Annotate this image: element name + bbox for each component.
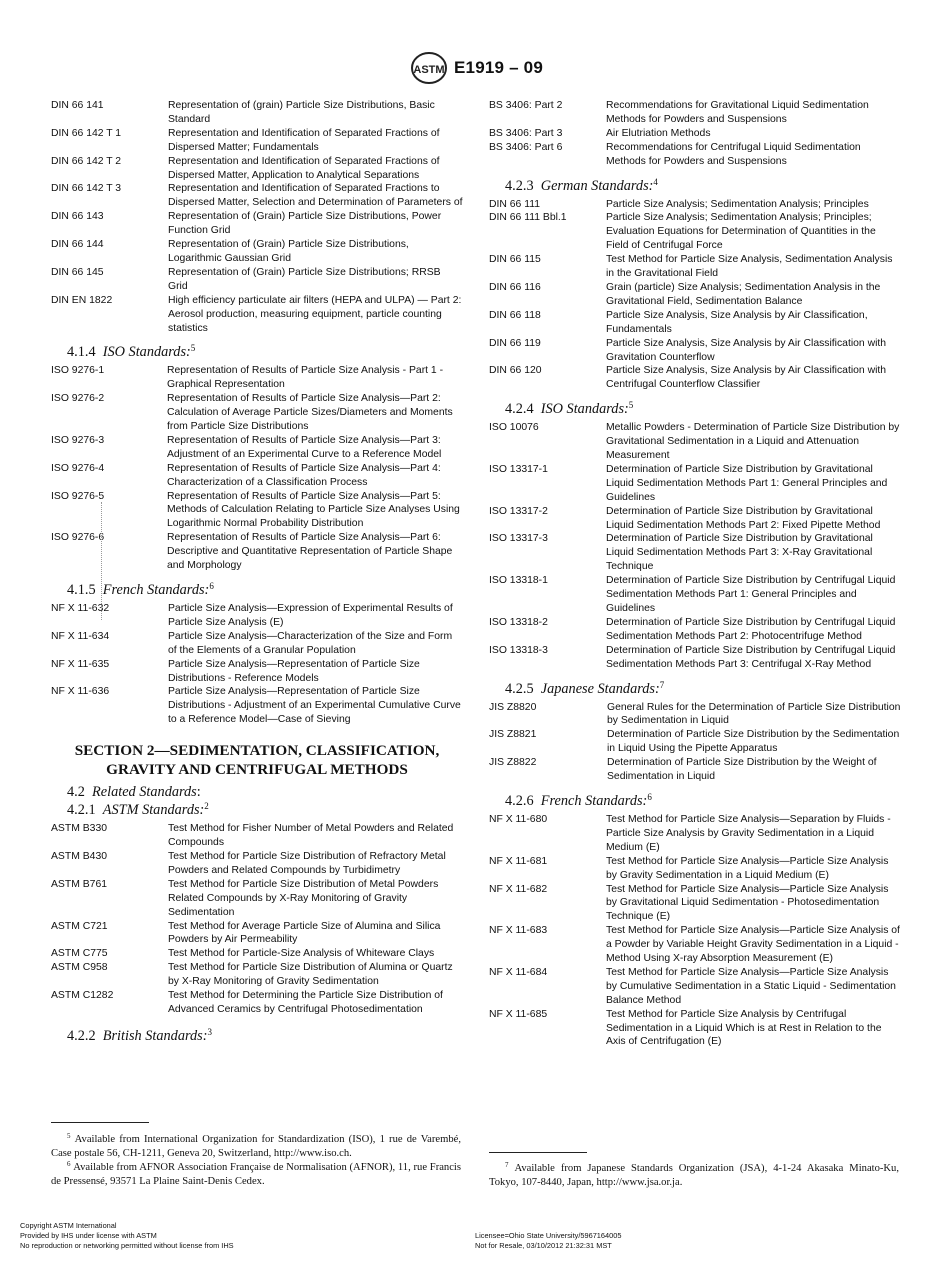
list-item [489, 644, 901, 672]
list-item [51, 658, 463, 686]
list-item [489, 505, 901, 533]
standard-title: Test Method for Fisher Number of Metal Powders and Related Compounds [168, 823, 454, 849]
standard-title: Representation of Results of Particle Size Analysis—Part 4: Characterization of a Classification Process [167, 462, 441, 488]
iso-list-right [489, 421, 901, 671]
standard-title: Representation of Results of Particle Size Analysis—Part 5: Methods of Calculation Relating to Particle Size Analyses Using Logarithmic Normal Probability Distribution [167, 490, 460, 530]
standard-code: NF X 11-636 [51, 686, 110, 698]
heading-4-1-4 [67, 343, 463, 361]
standard-code: ASTM C958 [51, 962, 108, 974]
standard-title: Particle Size Analysis; Sedimentation Analysis; Principles; Evaluation Equations for Determination of Quantities in the Field of Centrifugal Force [606, 212, 876, 252]
standard-title: Test Method for Particle Size Analysis—Particle Size Analysis by Cumulative Sedimentation in a Static Liquid - Sedimentation Balance Method [606, 966, 896, 1006]
standard-title: Determination of Particle Size Distribution by Centrifugal Liquid Sedimentation Methods Part 1: General Principles and Guidelines [606, 575, 896, 614]
standard-title: Representation of (Grain) Particle Size Distributions, Logarithmic Gaussian Grid [168, 239, 409, 264]
standard-code: NF X 11-634 [51, 630, 110, 642]
standard-title: Test Method for Particle Size Analysis—Particle Size Analysis of a Powder by Variable Height Gravity Sedimentation in a Liquid - Method Using X-ray Absorption Measurement (E) [606, 925, 900, 965]
list-item [51, 531, 463, 573]
heading-number: 4.2 [67, 784, 85, 801]
standard-code: ASTM C775 [51, 948, 108, 960]
heading-title: French Standards: [102, 582, 210, 598]
list-item [489, 855, 901, 883]
list-item [51, 462, 463, 490]
footer-line: No reproduction or networking permitted without license from IHS [20, 1241, 234, 1250]
standard-code: ISO 13317-2 [489, 505, 548, 517]
standard-title: Representation of (grain) Particle Size Distributions, Basic Standard [168, 100, 435, 125]
list-item [51, 878, 463, 920]
standard-code: BS 3406: Part 3 [489, 127, 563, 139]
standard-title: Representation of Results of Particle Size Analysis—Part 3: Adjustment of an Experimental Curve to a Reference Model [167, 434, 442, 460]
scan-artifact [101, 502, 106, 620]
list-item [489, 141, 901, 169]
bs-list [489, 99, 901, 169]
heading-4-2 [67, 783, 463, 801]
footer-copyright [20, 1221, 340, 1251]
heading-number: 4.2.6 [505, 792, 534, 809]
footnotes-right [489, 1162, 899, 1190]
section-title-line-1: SECTION 2—SEDIMENTATION, CLASSIFICATION, [74, 742, 440, 760]
standard-code: ISO 13318-2 [489, 616, 548, 628]
standard-title: Determination of Particle Size Distribution by the Sedimentation in Liquid Using the Pipette Apparatus [607, 729, 900, 755]
astm-list [51, 822, 463, 1017]
standard-code: DIN 66 141 [51, 100, 104, 111]
standard-code: NF X 11-632 [51, 603, 110, 614]
standard-code: ISO 13317-1 [489, 463, 548, 475]
standard-title: Representation of (Grain) Particle Size Distributions, Power Function Grid [168, 211, 442, 237]
standard-title: Test Method for Average Particle Size of Alumina and Silica Powders by Air Permeability [168, 920, 441, 946]
footnote-divider [489, 1152, 587, 1153]
standard-title: High efficiency particulate air filters (HEPA and ULPA) — Part 2: Aerosol production, measuring equipment, particle counting statistics [168, 294, 462, 334]
heading-title: ISO Standards: [540, 401, 629, 418]
standard-title: Test Method for Particle Size Distribution of Refractory Metal Powders and Related Compounds by Turbidimetry [168, 850, 446, 876]
standard-code: ISO 9276-6 [51, 532, 105, 544]
standard-title: Determination of Particle Size Distribution by Gravitational Liquid Sedimentation Methods Part 2: Fixed Pipette Method [606, 505, 881, 531]
heading-4-2-3 [505, 177, 901, 195]
list-item [51, 210, 463, 238]
heading-4-2-6 [505, 792, 901, 810]
heading-title: ISO Standards: [102, 344, 191, 361]
standard-title: Particle Size Analysis—Characterization of the Size and Form of the Elements of a Granular Population [168, 630, 453, 656]
standard-code: ISO 9276-3 [51, 434, 105, 446]
standard-title: Representation of Results of Particle Size Analysis—Part 6: Descriptive and Quantitative Representation of Particle Shape and Morphology [167, 532, 453, 572]
list-item [51, 961, 463, 989]
standard-code: DIN 66 143 [51, 211, 104, 223]
standard-code: ASTM C721 [51, 920, 108, 932]
list-item [51, 685, 463, 727]
standard-code: ISO 9276-4 [51, 462, 105, 474]
standard-code: NF X 11-685 [489, 1008, 548, 1020]
list-item [489, 127, 901, 141]
footnote-text: Available from AFNOR Association Française de Normalisation (AFNOR), 11, rue Francis de Pressensé, 93571 La Plaine Saint-Denis Cedex. [51, 1162, 461, 1187]
standard-code: DIN EN 1822 [51, 294, 113, 306]
standard-title: Metallic Powders - Determination of Particle Size Distribution by Gravitational Sedimentation in a Liquid and Attenuation Measurement [606, 422, 900, 462]
list-item [489, 924, 901, 966]
standard-code: DIN 66 111 Bbl.1 [489, 212, 567, 224]
standard-code: ISO 9276-5 [51, 490, 105, 502]
standard-code: DIN 66 142 T 2 [51, 155, 122, 167]
standard-title: Representation and Identification of Separated Fractions to Dispersed Matter, Selection and Determination of Parameters of [168, 183, 463, 209]
footnote-ref: 2 [204, 801, 209, 812]
standard-code: ASTM B430 [51, 850, 108, 862]
standard-title: Determination of Particle Size Distribution by Gravitational Liquid Sedimentation Methods Part 1: General Principles and Guidelines [606, 463, 888, 503]
list-item [51, 490, 463, 532]
standard-code: DIN 66 142 T 3 [51, 183, 122, 195]
footnote-ref: 6 [647, 791, 652, 802]
standard-title: Particle Size Analysis, Size Analysis by Air Classification with Centrifugal Counterflow Classifier [606, 365, 887, 391]
standard-title: Representation and Identification of Separated Fractions of Dispersed Matter, Application to Analytical Separations [168, 155, 440, 181]
standard-code: NF X 11-681 [489, 855, 548, 867]
standard-title: Particle Size Analysis—Expression of Experimental Results of Particle Size Analysis (E) [168, 603, 453, 628]
standard-code: DIN 66 111 [489, 198, 541, 210]
list-item [489, 253, 901, 281]
standard-code: NF X 11-682 [489, 883, 548, 895]
footer-line: Licensee=Ohio State University/5967164005 [475, 1231, 622, 1240]
standard-code: NF X 11-635 [51, 658, 110, 670]
heading-title: British Standards: [102, 1027, 208, 1044]
heading-title: German Standards: [540, 177, 654, 194]
standard-code: NF X 11-683 [489, 925, 548, 937]
list-item [489, 99, 901, 127]
nf-list-right [489, 813, 901, 1049]
din-list-left [51, 99, 463, 335]
footer-line: Copyright ASTM International [20, 1221, 117, 1230]
list-item [489, 574, 901, 616]
standard-title: Test Method for Particle Size Distribution of Metal Powders Related Compounds by X-Ray Monitoring of Gravity Sedimentation [168, 878, 439, 918]
footnote-6 [51, 1161, 461, 1189]
footnote-number: 5 [67, 1132, 71, 1140]
footnote-ref: 3 [207, 1026, 212, 1037]
list-item [489, 309, 901, 337]
standard-title: Representation of Results of Particle Size Analysis—Part 2: Calculation of Average Particle Sizes/Diameters and Moments from Particle Size Distributions [167, 393, 453, 433]
standard-code: JIS Z8820 [489, 701, 537, 713]
list-item [489, 337, 901, 365]
list-item [489, 532, 901, 574]
list-item [51, 392, 463, 434]
list-item [51, 364, 463, 392]
footnote-number: 7 [505, 1161, 509, 1169]
heading-suffix: : [196, 784, 201, 801]
standard-code: DIN 66 116 [489, 281, 541, 293]
list-item [489, 211, 901, 253]
standard-title: Particle Size Analysis—Representation of Particle Size Distributions - Adjustment of an Experimental Cumulative Curve to a Reference Model—Case of Sieving [168, 686, 461, 726]
standard-code: DIN 66 120 [489, 365, 542, 377]
list-item [51, 99, 463, 127]
section-title-line-2: GRAVITY AND CENTRIFUGAL METHODS [106, 761, 408, 779]
list-item [51, 434, 463, 462]
list-item [51, 989, 463, 1017]
standard-code: ISO 13318-3 [489, 644, 548, 656]
logo-text: ASTM [413, 64, 445, 76]
standard-title: Test Method for Particle Size Distribution of Alumina or Quartz by X-Ray Monitoring of Gravity Sedimentation [168, 962, 453, 988]
standard-title: Particle Size Analysis, Size Analysis by Air Classification with Gravitation Counterflow [606, 337, 887, 363]
standard-title: Representation of (Grain) Particle Size Distributions; RRSB Grid [168, 266, 441, 292]
list-item [51, 155, 463, 183]
standard-title: Test Method for Determining the Particle Size Distribution of Advanced Ceramics by Centrifugal Photosedimentation [168, 990, 443, 1015]
footer-line: Not for Resale, 03/10/2012 21:32:31 MST [475, 1241, 612, 1250]
footnote-text: Available from Japanese Standards Organization (JSA), 4-1-24 Akasaka Minato-Ku, Tokyo, 107-8440, Japan, http://www.jsa.or.ja. [489, 1163, 900, 1188]
heading-number: 4.1.4 [67, 344, 96, 361]
standard-title: Determination of Particle Size Distribution by Gravitational Liquid Sedimentation Methods Part 3: X-Ray Gravitational Technique [606, 533, 873, 573]
standard-code: ASTM B330 [51, 823, 108, 835]
footer-license [475, 1231, 775, 1251]
heading-number: 4.2.3 [505, 177, 534, 194]
footnote-number: 6 [67, 1160, 71, 1168]
heading-4-2-4 [505, 400, 901, 418]
list-item [489, 883, 901, 925]
footnotes-left [51, 1133, 461, 1189]
heading-title: Related Standards [92, 784, 197, 801]
list-item [489, 728, 901, 756]
heading-4-2-1 [67, 801, 463, 819]
standard-title: Determination of Particle Size Distribution by Centrifugal Liquid Sedimentation Methods Part 3: Centrifugal X-Ray Method [606, 644, 896, 670]
footnote-ref: 5 [190, 343, 196, 354]
footer-line: Provided by IHS under license with ASTM [20, 1231, 157, 1240]
din-list-right [489, 198, 901, 393]
footnote-divider [51, 1122, 149, 1123]
standard-code: ISO 13318-1 [489, 575, 548, 587]
standard-title: Test Method for Particle Size Analysis—Separation by Fluids - Particle Size Analysis by Gravity Sedimentation in a Liquid Medium (E) [606, 813, 891, 853]
jis-list [489, 701, 901, 784]
standard-code: ISO 9276-1 [51, 365, 105, 377]
standard-title: Determination of Particle Size Distribution by the Weight of Sedimentation in Liquid [607, 757, 877, 783]
nf-list-left [51, 602, 463, 727]
heading-number: 4.2.1 [67, 802, 96, 819]
standard-code: DIN 66 118 [489, 309, 541, 321]
footnote-ref: 6 [209, 581, 214, 591]
standard-code: DIN 66 119 [489, 337, 541, 349]
list-item [51, 294, 463, 336]
right-column [489, 99, 901, 1049]
standard-title: Air Elutriation Methods [606, 127, 711, 139]
footnote-ref: 5 [628, 400, 634, 411]
list-item [51, 182, 463, 210]
list-item [51, 127, 463, 155]
standard-title: Particle Size Analysis; Sedimentation Analysis; Principles [606, 198, 869, 210]
footnote-ref: 4 [653, 176, 658, 187]
standard-code: DIN 66 142 T 1 [51, 127, 122, 139]
list-item [489, 364, 901, 392]
standard-title: Grain (particle) Size Analysis; Sedimentation Analysis in the Gravitational Field, Sedimentation Balance [606, 281, 881, 307]
heading-number: 4.2.4 [505, 401, 534, 418]
list-item [489, 813, 901, 855]
list-item [51, 920, 463, 948]
standard-title: Recommendations for Gravitational Liquid Sedimentation Methods for Powders and Suspensions [606, 100, 869, 125]
left-column [51, 99, 463, 1048]
page-header [0, 52, 950, 86]
standard-title: Representation and Identification of Separated Fractions of Dispersed Matter; Fundamentals [168, 127, 440, 153]
footnote-text: Available from International Organization for Standardization (ISO), 1 rue de Varembé, Case postale 56, CH-1211, Geneva 20, Switzerland, http://www.iso.ch. [51, 1134, 461, 1159]
list-item [489, 1008, 901, 1050]
standard-title: Recommendations for Centrifugal Liquid Sedimentation Methods for Powders and Suspensions [606, 141, 861, 167]
standard-code: DIN 66 144 [51, 239, 104, 251]
heading-4-2-5 [505, 680, 901, 698]
standard-code: BS 3406: Part 2 [489, 100, 563, 111]
list-item [51, 630, 463, 658]
list-item [489, 616, 901, 644]
heading-title: Japanese Standards: [540, 680, 660, 697]
heading-number: 4.1.5 [67, 582, 96, 598]
heading-4-2-2 [67, 1027, 463, 1045]
standard-title: Particle Size Analysis—Representation of Particle Size Distributions - Reference Models [168, 658, 420, 684]
standard-code: NF X 11-684 [489, 966, 548, 978]
standard-code: BS 3406: Part 6 [489, 141, 563, 153]
list-item [51, 850, 463, 878]
standard-code: ISO 10076 [489, 422, 539, 434]
standard-code: ASTM C1282 [51, 990, 114, 1002]
standard-code: ISO 13317-3 [489, 533, 548, 545]
standard-title: Test Method for Particle Size Analysis, Sedimentation Analysis in the Gravitational Field [606, 254, 893, 280]
list-item [489, 198, 901, 212]
standard-title: Test Method for Particle Size Analysis—Particle Size Analysis by Gravity Sedimentation in a Liquid Medium (E) [606, 855, 889, 881]
document-id: E1919 – 09 [454, 58, 543, 77]
standard-code: DIN 66 145 [51, 266, 104, 278]
list-item [489, 421, 901, 463]
standard-title: Representation of Results of Particle Size Analysis - Part 1 - Graphical Representation [167, 365, 444, 391]
standard-code: ISO 9276-2 [51, 393, 105, 405]
standard-title: General Rules for the Determination of Particle Size Distribution by Sedimentation in Liquid [607, 701, 901, 727]
footnote-5 [51, 1133, 461, 1161]
list-item [51, 602, 463, 630]
list-item [489, 756, 901, 784]
heading-title: French Standards: [540, 792, 648, 809]
heading-title: ASTM Standards: [102, 802, 205, 819]
standard-code: NF X 11-680 [489, 813, 548, 825]
astm-logo-icon [410, 52, 448, 84]
list-item [51, 822, 463, 850]
list-item [489, 463, 901, 505]
heading-number: 4.2.5 [505, 680, 534, 697]
heading-4-1-5 [67, 581, 463, 599]
footnote-7 [489, 1162, 899, 1190]
footnote-ref: 7 [659, 679, 665, 690]
list-item [51, 238, 463, 266]
list-item [489, 701, 901, 729]
list-item [489, 281, 901, 309]
standard-title: Test Method for Particle Size Analysis—Particle Size Analysis by Gravitational Liquid Sedimentation - Photosedimentation Technique (E) [606, 883, 889, 923]
standard-title: Determination of Particle Size Distribution by Centrifugal Liquid Sedimentation Methods Part 2: Photocentrifuge Method [606, 616, 896, 642]
list-item [51, 266, 463, 294]
standard-title: Test Method for Particle Size Analysis by Centrifugal Sedimentation in a Liquid Which is at Rest in Relation to the Axis of Centrifugation (E) [606, 1008, 882, 1048]
iso-list-left [51, 364, 463, 573]
section-title [51, 741, 463, 779]
standard-code: JIS Z8822 [489, 757, 537, 769]
standard-title: Test Method for Particle-Size Analysis of Whiteware Clays [168, 948, 435, 960]
standard-code: ASTM B761 [51, 878, 108, 890]
standard-code: DIN 66 115 [489, 254, 541, 266]
heading-number: 4.2.2 [67, 1027, 96, 1044]
standard-code: JIS Z8821 [489, 729, 537, 741]
list-item [489, 966, 901, 1008]
list-item [51, 947, 463, 961]
standard-title: Particle Size Analysis, Size Analysis by Air Classification, Fundamentals [606, 309, 868, 335]
